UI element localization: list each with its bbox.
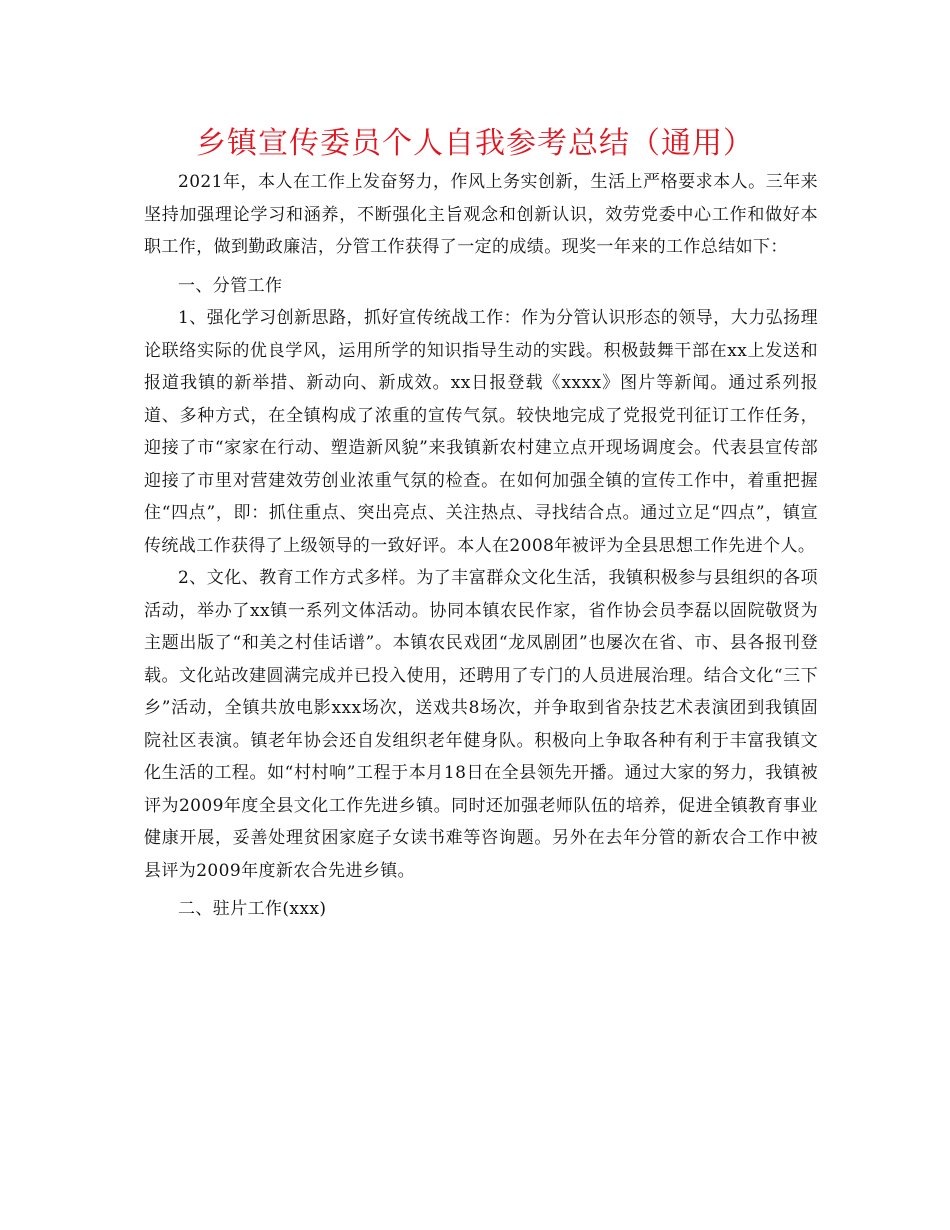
section-heading-2: 二、驻片工作(xxx) [178, 899, 327, 919]
paragraph-item-1: 1、强化学习创新思路，抓好宣传统战工作：作为分管认识形态的领导，大力弘扬理论联络实际的优良学风，运用所学的知识指导生动的实践。积极鼓舞干部在xx上发送和报道我镇的新举措、新动向、新成效。xx日报登载《xxxx》图片等新闻。通过系列报道、多种方式，在全镇构成了浓重的宣传气氛。较快地完成了党报党刊征订工作任务，迎接了市“家家在行动、塑造新风貌”来我镇新农村建立点开现场调度会。代表县宣传部迎接了市里对营建效劳创业浓重气氛的检查。在如何加强全镇的宣传工作中，着重把握住“四点”，即：抓住重点、突出亮点、关注热点、寻找结合点。通过立足“四点”，镇宣传统战工作获得了上级领导的一致好评。本人在2008年被评为全县思想工作先进个人。 [144, 308, 818, 556]
document-title: 乡镇宣传委员个人自我参考总结（通用） [196, 126, 754, 161]
document-body [144, 166, 818, 926]
paragraph-item-2: 2、文化、教育工作方式多样。为了丰富群众文化生活，我镇积极参与县组织的各项活动，举办了xx镇一系列文体活动。协同本镇农民作家，省作协会员李磊以固院敬贤为主题出版了“和美之村佳话谱”。本镇农民戏团“龙凤剧团”也屡次在省、市、县各报刊登载。文化站改建圆满完成并已投入使用，还聘用了专门的人员进展治理。结合文化“三下乡”活动，全镇共放电影xxx场次，送戏共8场次，并争取到省杂技艺术表演团到我镇固院社区表演。镇老年协会还自发组织老年健身队。积极向上争取各种有利于丰富我镇文化生活的工程。如“村村响”工程于本月18日在全县领先开播。通过大家的努力，我镇被评为2009年度全县文化工作先进乡镇。同时还加强老师队伍的培养，促进全镇教育事业健康开展，妥善处理贫困家庭子女读书难等咨询题。另外在去年分管的新农合工作中被县评为2009年度新农合先进乡镇。 [144, 568, 818, 881]
section-heading-1: 一、分管工作 [178, 275, 283, 296]
intro-paragraph: 2021年，本人在工作上发奋努力，作风上务实创新，生活上严格要求本人。三年来坚持加强理论学习和涵养，不断强化主旨观念和创新认识，效劳党委中心工作和做好本职工作，做到勤政廉洁，分管工作获得了一定的成绩。现奖一年来的工作总结如下： [144, 172, 818, 257]
